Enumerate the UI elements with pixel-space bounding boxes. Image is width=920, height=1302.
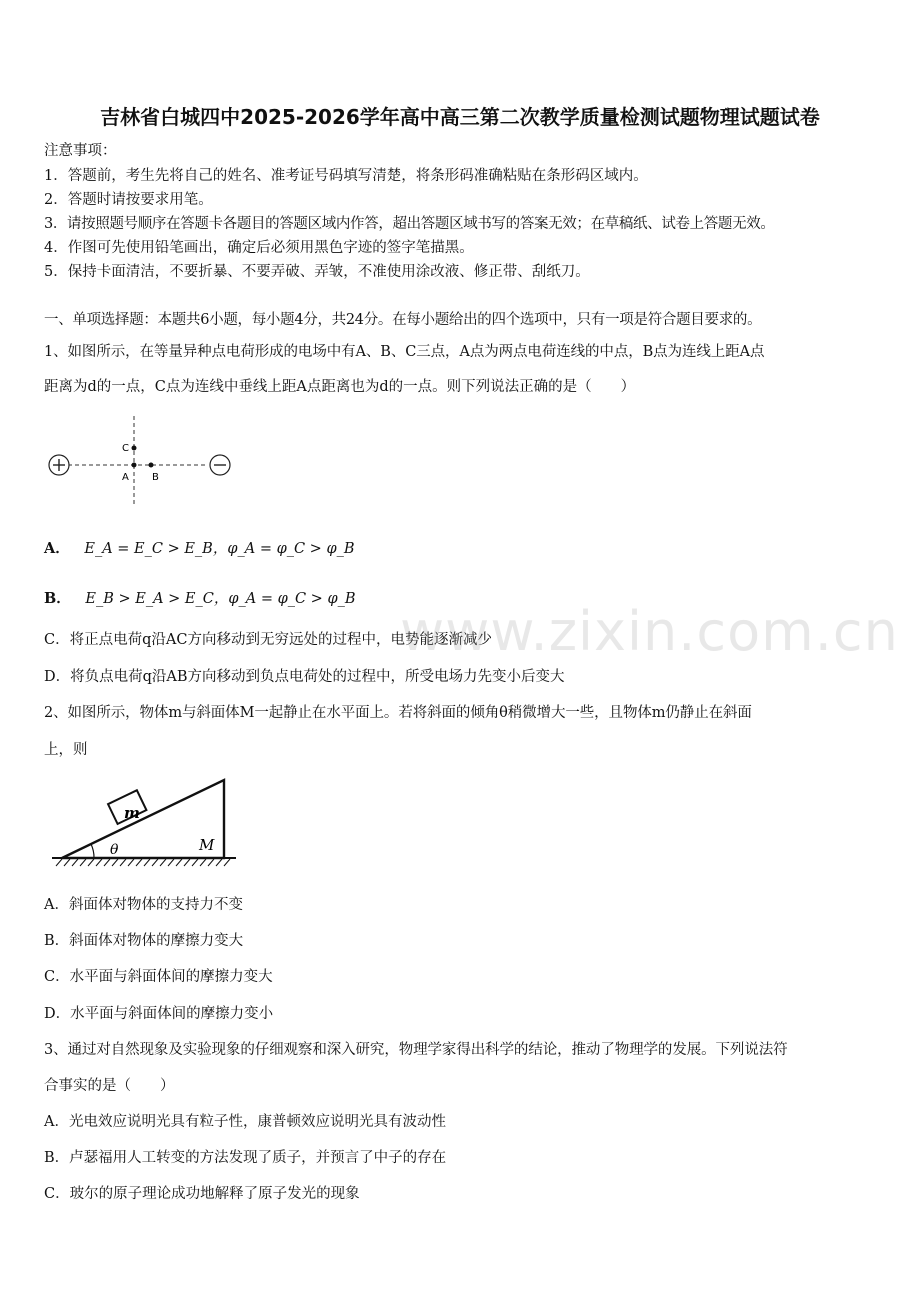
q3-stem-line1: 3、通过对自然现象及实验现象的仔细观察和深入研究，物理学家得出科学的结论，推动了物理学的发展。下列说法符 — [44, 1042, 788, 1058]
q2-stem-line2: 上，则 — [44, 742, 88, 758]
angle-arc — [91, 844, 94, 858]
point-a — [132, 463, 137, 468]
watermark: www.zixin.com.cn — [400, 600, 899, 663]
label-theta: θ — [110, 842, 119, 858]
q2-option-a: A．斜面体对物体的支持力不变 — [44, 897, 243, 913]
notice-item-2: 2．答题时请按要求用笔。 — [44, 192, 213, 208]
q1-option-b: B． E_B > E_A > E_C，φ_A = φ_C > φ_B — [44, 590, 356, 607]
q3-option-a: A．光电效应说明光具有粒子性，康普顿效应说明光具有波动性 — [44, 1114, 446, 1130]
label-c: C — [122, 443, 129, 454]
q1-option-a: A． E_A = E_C > E_B，φ_A = φ_C > φ_B — [44, 540, 355, 557]
ground-hatching — [56, 859, 230, 866]
q2-incline-figure — [44, 772, 244, 872]
point-c — [132, 446, 137, 451]
page-title: 吉林省白城四中2025-2026学年高中高三第二次教学质量检测试题物理试题试卷 — [100, 105, 820, 129]
q2-option-c: C．水平面与斜面体间的摩擦力变大 — [44, 969, 273, 985]
q1-option-d: D．将负点电荷q沿AB方向移动到负点电荷处的过程中，所受电场力先变小后变大 — [44, 669, 565, 685]
q1-option-c: C．将正点电荷q沿AC方向移动到无穷远处的过程中，电势能逐渐减少 — [44, 632, 492, 648]
q1-stem-line2: 距离为d的一点，C点为连线中垂线上距A点距离也为d的一点。则下列说法正确的是（ ） — [44, 379, 636, 395]
q1-charge-figure — [44, 412, 244, 508]
q3-stem-line2: 合事实的是（ ） — [44, 1078, 175, 1094]
notice-heading: 注意事项： — [44, 143, 117, 159]
negative-charge-icon — [210, 455, 230, 475]
q1-stem-line1: 1、如图所示，在等量异种点电荷形成的电场中有A、B、C三点，A点为两点电荷连线的中点，B点为连线上距A点 — [44, 344, 765, 360]
notice-item-3: 3．请按照题号顺序在答题卡各题目的答题区域内作答，超出答题区域书写的答案无效；在草稿纸、试卷上答题无效。 — [44, 216, 775, 232]
q2-stem-line1: 2、如图所示，物体m与斜面体M一起静止在水平面上。若将斜面的倾角θ稍微增大一些，且物体m仍静止在斜面 — [44, 705, 752, 721]
notice-item-1: 1．答题前，考生先将自己的姓名、准考证号码填写清楚，将条形码准确粘贴在条形码区域内。 — [44, 168, 648, 184]
label-a: A — [122, 472, 129, 483]
positive-charge-icon — [49, 455, 69, 475]
q3-option-b: B．卢瑟福用人工转变的方法发现了质子，并预言了中子的存在 — [44, 1150, 447, 1166]
q2-option-b: B．斜面体对物体的摩擦力变大 — [44, 933, 244, 949]
q2-option-d: D．水平面与斜面体间的摩擦力变小 — [44, 1006, 274, 1022]
q1-option-a-formula: E_A = E_C > E_B，φ_A = φ_C > φ_B — [84, 541, 355, 557]
label-m: m — [124, 804, 140, 822]
q3-option-c: C．玻尔的原子理论成功地解释了原子发光的现象 — [44, 1186, 360, 1202]
notice-item-4: 4．作图可先使用铅笔画出，确定后必须用黑色字迹的签字笔描黑。 — [44, 240, 474, 256]
label-M: M — [199, 836, 215, 854]
section-heading: 一、单项选择题：本题共6小题，每小题4分，共24分。在每小题给出的四个选项中，只有一项是符合题目要求的。 — [44, 312, 762, 328]
q1-option-b-formula: E_B > E_A > E_C，φ_A = φ_C > φ_B — [85, 591, 356, 607]
notice-item-5: 5．保持卡面清洁，不要折暴、不要弄破、弄皱，不准使用涂改液、修正带、刮纸刀。 — [44, 264, 590, 280]
point-b — [149, 463, 154, 468]
label-b: B — [152, 472, 159, 483]
